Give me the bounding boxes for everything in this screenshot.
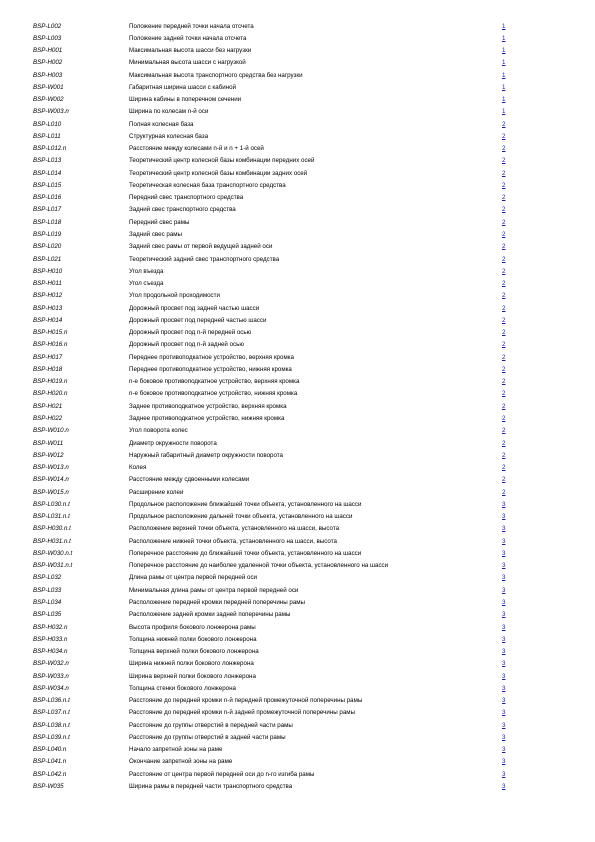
page-link[interactable]: 3 (502, 598, 506, 606)
parameter-code: BSP-W001 (33, 83, 64, 91)
page-link[interactable]: 2 (502, 316, 506, 324)
parameter-description: n-е боковое противоподкатное устройство, нижняя кромка (129, 390, 298, 398)
page-link[interactable]: 2 (502, 488, 506, 496)
page-link[interactable]: 1 (502, 34, 506, 42)
index-entry (33, 155, 513, 167)
parameter-code: BSP-W003.n (33, 108, 69, 116)
page-link[interactable]: 2 (502, 415, 506, 422)
parameter-code: BSP-W011 (33, 439, 64, 447)
index-entry (33, 131, 513, 143)
page-link[interactable]: 3 (502, 770, 506, 778)
page-link[interactable]: 2 (502, 145, 506, 153)
parameter-code: BSP-H016.n (33, 341, 68, 349)
parameter-description: Задний свес транспортного средства (129, 206, 236, 214)
parameter-description: Толщина нижней полки бокового лонжерона (129, 635, 257, 643)
index-entry (33, 401, 513, 413)
parameter-description: Наружный габаритный диаметр окружности поворота (129, 451, 283, 459)
index-entry (33, 756, 513, 768)
parameter-code: BSP-L030.n.t (33, 500, 70, 508)
index-entry (33, 425, 513, 437)
page-link[interactable]: 2 (502, 169, 506, 177)
index-entry (33, 707, 513, 719)
index-entry (33, 388, 513, 400)
parameter-description: Расположение передней кромки передней поперечины рамы (129, 598, 305, 606)
page-link[interactable]: 3 (502, 574, 506, 582)
index-entry (33, 204, 513, 216)
parameter-code: BSP-H010 (33, 267, 63, 275)
parameter-code: BSP-L013 (33, 157, 62, 165)
parameter-description: n-е боковое противоподкатное устройство, верхняя кромка (129, 378, 300, 386)
parameter-code: BSP-L010 (33, 120, 62, 128)
index-entry (33, 21, 513, 33)
parameter-code: BSP-W034.n (33, 684, 69, 692)
parameter-description: Угол поворота колес (129, 427, 188, 435)
parameter-description: Расстояние до группы отверстий в задней части рамы (129, 733, 286, 741)
index-entry (33, 560, 513, 572)
index-entry (33, 499, 513, 511)
parameter-code: BSP-W030.n.t (33, 549, 73, 557)
page-link[interactable]: 2 (502, 120, 506, 128)
page-link[interactable]: 2 (502, 353, 506, 361)
parameter-description: Поперечное расстояние до наиболее удаленной точки объекта, установленного на шасси (129, 562, 389, 570)
parameter-description: Теоретический центр колесной базы комбинации передних осей (129, 157, 315, 165)
index-entry (33, 450, 513, 462)
index-entry (33, 438, 513, 450)
parameter-code: BSP-L015 (33, 181, 62, 189)
parameter-description: Расположение нижней точки объекта, установленного на шасси, высота (129, 537, 337, 545)
index-entry (33, 241, 513, 253)
parameter-code: BSP-W010.n (33, 427, 69, 435)
index-entry (33, 290, 513, 302)
parameter-description: Структурная колесная база (129, 132, 209, 140)
parameter-description: Задний свес рамы (129, 231, 182, 239)
parameter-description: Теоретический центр колесной базы комбинации задних осей (129, 169, 308, 177)
page-link[interactable]: 2 (502, 390, 506, 398)
index-entry (33, 646, 513, 658)
index-entry (33, 487, 513, 499)
page-link[interactable]: 2 (502, 267, 506, 275)
parameter-code: BSP-H032.n (33, 623, 68, 631)
index-entry (33, 609, 513, 621)
parameter-code: BSP-H033.n (33, 635, 68, 643)
parameter-description: Задний свес рамы от первой ведущей задней оси (129, 243, 273, 251)
index-entry (33, 732, 513, 744)
page-link[interactable]: 2 (502, 255, 506, 263)
parameter-code: BSP-H019.n (33, 378, 68, 386)
parameter-code: BSP-L002 (33, 22, 62, 30)
parameter-description: Заднее противоподкатное устройство, верхняя кромка (129, 402, 287, 410)
page-link[interactable]: 2 (502, 378, 506, 386)
index-entry (33, 720, 513, 732)
page-link[interactable]: 3 (502, 623, 506, 631)
parameter-description: Поперечное расстояние до ближайшей точки объекта, установленного на шасси (129, 549, 362, 557)
parameter-description: Расстояние до группы отверстий в передней части рамы (129, 721, 293, 729)
parameter-description: Угол въезда (129, 267, 164, 275)
parameter-code: BSP-L041.n (33, 758, 67, 766)
index-entry (33, 511, 513, 523)
parameter-code: BSP-L017 (33, 206, 62, 214)
page-link[interactable]: 3 (502, 525, 506, 533)
page-link[interactable]: 2 (502, 304, 506, 312)
parameter-code: BSP-H003 (33, 71, 63, 79)
index-entry (33, 33, 513, 45)
page-link[interactable]: 3 (502, 660, 506, 668)
page-link[interactable]: 3 (502, 586, 506, 594)
parameter-code: BSP-H015.n (33, 329, 68, 337)
parameter-code: BSP-L031.n.t (33, 513, 70, 521)
page-link[interactable]: 3 (502, 758, 506, 766)
page-link[interactable]: 3 (502, 500, 506, 508)
parameter-description: Дорожный просвет под задней частью шасси (129, 304, 260, 312)
page-link[interactable]: 2 (502, 427, 506, 435)
parameter-description: Дорожный просвет под передней частью шасси (129, 316, 267, 324)
index-entry (33, 585, 513, 597)
parameter-code: BSP-H002 (33, 59, 63, 67)
parameter-description: Дорожный просвет под n-й передней осью (129, 329, 252, 337)
index-entry (33, 781, 513, 793)
index-entry (33, 303, 513, 315)
parameter-code: BSP-W014.n (33, 476, 69, 484)
parameter-description: Длина рамы от центра первой передней оси (129, 574, 258, 582)
index-entry (33, 229, 513, 241)
parameter-code: BSP-H020.n (33, 390, 68, 398)
parameter-description: Максимальная высота шасси без нагрузки (129, 47, 252, 55)
parameter-code: BSP-H017 (33, 353, 63, 361)
page-link[interactable]: 3 (502, 611, 506, 619)
page-link[interactable]: 2 (502, 206, 506, 214)
index-entry (33, 462, 513, 474)
index-entry (33, 70, 513, 82)
parameter-description: Минимальная высота шасси с нагрузкой (129, 59, 246, 67)
parameter-description: Габаритная ширина шасси с кабиной (129, 83, 237, 91)
index-entry (33, 634, 513, 646)
parameter-code: BSP-H018 (33, 365, 63, 373)
page-link[interactable]: 2 (502, 365, 506, 373)
page-link[interactable]: 3 (502, 782, 506, 790)
parameter-description: Заднее противоподкатное устройство, нижняя кромка (129, 415, 285, 422)
parameter-code: BSP-W002 (33, 96, 64, 104)
parameter-description: Ширина нижней полки бокового лонжерона (129, 660, 254, 668)
parameter-code: BSP-L033 (33, 586, 62, 594)
parameter-description: Передний свес рамы (129, 218, 190, 226)
parameter-description: Начало запретной зоны на раме (129, 746, 223, 754)
parameter-description: Переднее противоподкатное устройство, нижняя кромка (129, 365, 292, 373)
index-entry (33, 327, 513, 339)
page-link[interactable]: 2 (502, 132, 506, 140)
parameter-code: BSP-L032 (33, 574, 62, 582)
parameter-code: BSP-H034.n (33, 648, 68, 656)
parameter-description: Угол продольной проходимости (129, 292, 220, 300)
parameter-code: BSP-L020 (33, 243, 62, 251)
index-entry (33, 523, 513, 535)
parameter-description: Полная колесная база (129, 120, 194, 128)
parameter-code: BSP-L021 (33, 255, 62, 263)
parameter-description: Колея (129, 464, 147, 472)
page-link[interactable]: 2 (502, 231, 506, 239)
parameter-description: Расположение верхней точки объекта, установленного на шасси, высота (129, 525, 340, 533)
page-link[interactable]: 2 (502, 181, 506, 189)
index-table (33, 21, 513, 794)
parameter-description: Переднее противоподкатное устройство, верхняя кромка (129, 353, 294, 361)
page-link[interactable]: 2 (502, 157, 506, 165)
parameter-description: Теоретический задний свес транспортного средства (129, 255, 280, 263)
page-link[interactable]: 3 (502, 746, 506, 754)
page-link[interactable]: 1 (502, 83, 506, 91)
index-entry (33, 744, 513, 756)
parameter-code: BSP-H013 (33, 304, 63, 312)
page-link[interactable]: 2 (502, 476, 506, 484)
parameter-description: Расстояние до передней кромки n-й задней промежуточной поперечины рамы (129, 709, 356, 717)
page-link[interactable]: 3 (502, 721, 506, 729)
page-link[interactable]: 3 (502, 684, 506, 692)
parameter-code: BSP-L011 (33, 132, 61, 140)
parameter-description: Минимальная длина рамы от центра первой передней оси (129, 586, 299, 594)
page-link[interactable]: 3 (502, 648, 506, 656)
parameter-description: Диаметр окружности поворота (129, 439, 217, 447)
page-link[interactable]: 3 (502, 537, 506, 545)
parameter-description: Расстояние между сдвоенными колесами (129, 476, 250, 484)
parameter-code: BSP-L035 (33, 611, 62, 619)
parameter-code: BSP-H012 (33, 292, 63, 300)
page-link[interactable]: 1 (502, 108, 506, 116)
parameter-description: Продольное расположение дальней точки объекта, установленного на шасси (129, 513, 353, 521)
parameter-description: Расположение задней кромки задней поперечины рамы (129, 611, 291, 619)
page-link[interactable]: 2 (502, 402, 506, 410)
page-link[interactable]: 1 (502, 47, 506, 55)
index-entry (33, 671, 513, 683)
index-entry (33, 168, 513, 180)
index-entry (33, 658, 513, 670)
parameter-description: Расстояние от центра первой передней оси до n-го изгиба рамы (129, 770, 315, 778)
index-entry (33, 217, 513, 229)
parameter-code: BSP-L034 (33, 598, 62, 606)
parameter-description: Ширина кабины в поперечном сечении (129, 96, 242, 104)
page-link[interactable]: 2 (502, 464, 506, 472)
parameter-description: Ширина верхней полки бокового лонжерона (129, 672, 256, 680)
index-entry (33, 266, 513, 278)
parameter-description: Толщина верхней полки бокового лонжерона (129, 648, 259, 656)
index-entry (33, 536, 513, 548)
index-entry (33, 769, 513, 781)
parameter-description: Дорожный просвет под n-й задней осью (129, 341, 245, 349)
parameter-code: BSP-W033.n (33, 672, 69, 680)
index-entry (33, 315, 513, 327)
parameter-code: BSP-L016 (33, 194, 62, 202)
index-entry (33, 413, 513, 425)
index-entry (33, 364, 513, 376)
parameter-code: BSP-L038.n.t (33, 721, 70, 729)
parameter-description: Ширина рамы в передней части транспортного средства (129, 782, 293, 790)
parameter-code: BSP-L037.n.t (33, 709, 70, 717)
page-link[interactable]: 3 (502, 733, 506, 741)
parameter-code: BSP-W031.n.t (33, 562, 73, 570)
parameter-description: Положение задней точки начала отсчета (129, 34, 247, 42)
page-link[interactable]: 2 (502, 451, 506, 459)
parameter-code: BSP-L042.n (33, 770, 67, 778)
parameter-code: BSP-W015.n (33, 488, 69, 496)
parameter-code: BSP-W012 (33, 451, 64, 459)
parameter-code: BSP-H011 (33, 280, 62, 288)
page-link[interactable]: 2 (502, 194, 506, 202)
parameter-description: Передний свес транспортного средства (129, 194, 244, 202)
page-link[interactable]: 3 (502, 635, 506, 643)
page-link[interactable]: 2 (502, 341, 506, 349)
parameter-code: BSP-W035 (33, 782, 64, 790)
index-entry (33, 82, 513, 94)
parameter-description: Высота профиля бокового лонжерона рамы (129, 623, 256, 631)
index-entry (33, 597, 513, 609)
parameter-code: BSP-L014 (33, 169, 62, 177)
parameter-code: BSP-H031.n.t (33, 537, 71, 545)
page-link[interactable]: 1 (502, 22, 506, 30)
index-entry (33, 278, 513, 290)
parameter-description: Угол съезда (129, 280, 164, 288)
index-entry (33, 119, 513, 131)
index-entry (33, 180, 513, 192)
page-link[interactable]: 2 (502, 292, 506, 300)
index-entry (33, 192, 513, 204)
parameter-description: Окончание запретной зоны на раме (129, 758, 233, 766)
page-link[interactable]: 3 (502, 697, 506, 705)
parameter-code: BSP-H014 (33, 316, 63, 324)
page-link[interactable]: 1 (502, 96, 506, 104)
index-entry (33, 57, 513, 69)
parameter-code: BSP-H001 (33, 47, 63, 55)
index-entry (33, 376, 513, 388)
page-link[interactable]: 2 (502, 243, 506, 251)
page-link[interactable]: 3 (502, 709, 506, 717)
page-link[interactable]: 1 (502, 71, 506, 79)
parameter-description: Ширина по колесам n-й оси (129, 108, 209, 116)
parameter-code: BSP-H030.n.t (33, 525, 71, 533)
parameter-code: BSP-H022 (33, 415, 63, 422)
page-link[interactable]: 3 (502, 513, 506, 521)
parameter-description: Толщина стенки бокового лонжерона (129, 684, 236, 692)
parameter-code: BSP-L036.n.t (33, 697, 70, 705)
parameter-code: BSP-L039.n.t (33, 733, 70, 741)
index-entry (33, 45, 513, 57)
index-entry (33, 106, 513, 118)
parameter-code: BSP-L012.n (33, 145, 67, 153)
page-link[interactable]: 3 (502, 562, 506, 570)
index-entry (33, 339, 513, 351)
parameter-code: BSP-L003 (33, 34, 62, 42)
parameter-code: BSP-L040.n (33, 746, 67, 754)
index-entry (33, 695, 513, 707)
parameter-description: Максимальная высота транспортного средства без нагрузки (129, 71, 303, 79)
index-entry (33, 572, 513, 584)
page-link[interactable]: 3 (502, 549, 506, 557)
index-entry (33, 143, 513, 155)
page-link[interactable]: 2 (502, 218, 506, 226)
parameter-description: Продольное расположение ближайшей точки объекта, установленного на шасси (129, 500, 362, 508)
page-link[interactable]: 1 (502, 59, 506, 67)
parameter-description: Положение передней точки начала отсчета (129, 22, 254, 30)
parameter-description: Теоретическая колесная база транспортного средства (129, 181, 286, 189)
index-entry (33, 352, 513, 364)
parameter-code: BSP-L018 (33, 218, 62, 226)
index-entry (33, 94, 513, 106)
parameter-code: BSP-W032.n (33, 660, 69, 668)
parameter-code: BSP-W013.n (33, 464, 69, 472)
page-link[interactable]: 2 (502, 329, 506, 337)
parameter-code: BSP-L019 (33, 231, 62, 239)
index-entry (33, 548, 513, 560)
index-entry (33, 683, 513, 695)
parameter-description: Расширение колеи (129, 488, 184, 496)
index-entry (33, 474, 513, 486)
page-link[interactable]: 2 (502, 439, 506, 447)
parameter-code: BSP-H021 (33, 402, 63, 410)
page-link[interactable]: 2 (502, 280, 506, 288)
parameter-description: Расстояние между колесами n-й и n + 1-й осей (129, 145, 264, 153)
index-entry (33, 254, 513, 266)
parameter-description: Расстояние до передней кромки n-й передней промежуточной поперечины рамы (129, 697, 363, 705)
index-entry (33, 622, 513, 634)
page-link[interactable]: 3 (502, 672, 506, 680)
